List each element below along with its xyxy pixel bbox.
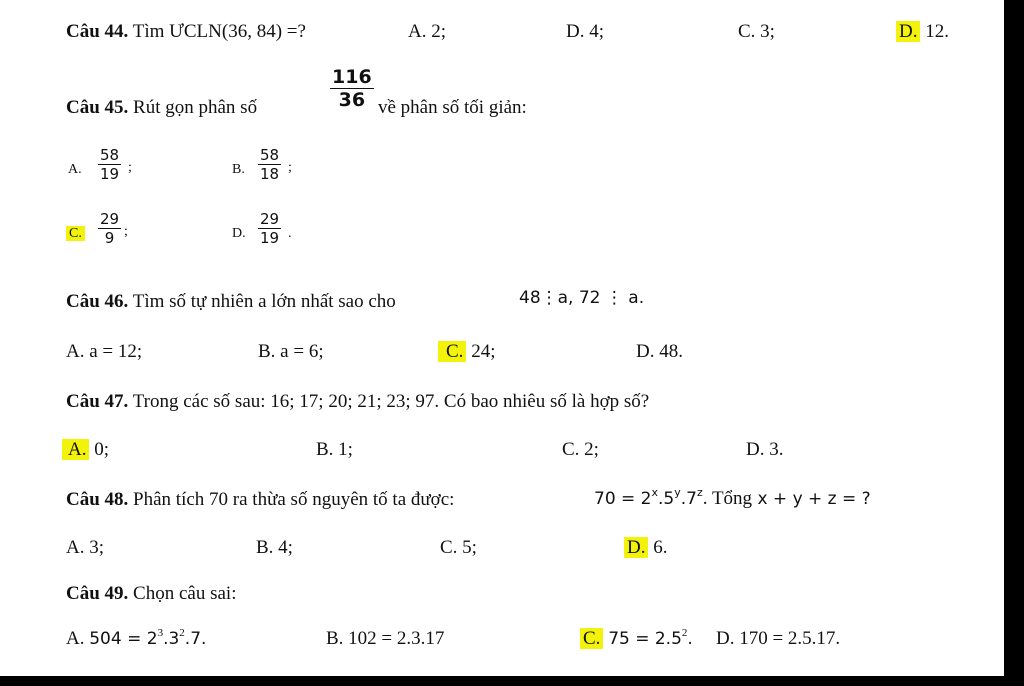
q48-option-b[interactable]: B. 4; bbox=[256, 537, 293, 558]
q49-option-b[interactable]: B. 102 = 2.3.17 bbox=[326, 628, 445, 649]
q44-option-c[interactable]: C. 3; bbox=[738, 21, 775, 42]
question-text-tail: về phân số tối giản: bbox=[378, 97, 527, 118]
question-49 bbox=[66, 582, 236, 606]
answer-highlight: D. bbox=[624, 537, 648, 558]
separator: ; bbox=[128, 160, 132, 175]
frame-border-right bbox=[1004, 0, 1024, 686]
q45-option-c-fraction[interactable]: $\frac{29}{9}$ bbox=[100, 210, 120, 247]
question-label: Câu 45. bbox=[66, 97, 129, 118]
question-text: Chọn câu sai: bbox=[133, 583, 237, 604]
q44-option-b[interactable]: D. 4; bbox=[566, 21, 604, 42]
question-45 bbox=[66, 96, 257, 120]
q44-option-d[interactable]: D. 12. bbox=[896, 20, 949, 44]
q45-option-b-fraction[interactable]: $\frac{58}{18}$ bbox=[260, 146, 280, 183]
question-label: Câu 47. bbox=[66, 391, 129, 412]
q46-option-d[interactable]: D. 48. bbox=[636, 341, 683, 362]
q45-option-a-fraction[interactable]: $\frac{58}{19}$ bbox=[100, 146, 120, 183]
q46-option-b[interactable]: B. a = 6; bbox=[258, 341, 324, 362]
question-text: Tìm số tự nhiên a lớn nhất sao cho bbox=[132, 291, 396, 312]
q49-option-a[interactable]: A. $504 = 2^3.3^2.7$. bbox=[66, 627, 207, 649]
question-label: Câu 48. bbox=[66, 489, 129, 510]
answer-highlight: D. bbox=[896, 21, 920, 42]
question-label: Câu 46. bbox=[66, 291, 129, 312]
separator: ; bbox=[124, 224, 128, 239]
question-48 bbox=[66, 488, 454, 512]
q45-option-c-letter[interactable] bbox=[66, 222, 85, 246]
question-47 bbox=[66, 390, 649, 414]
q48-option-d[interactable]: D. 6. bbox=[624, 536, 667, 560]
answer-highlight: A. bbox=[62, 439, 89, 460]
q45-option-d-letter[interactable]: D. bbox=[232, 226, 246, 241]
q48-equation: $70 = 2^x.5^y.7^z$. Tổng x + y + z = ? bbox=[594, 486, 871, 509]
question-text: Rút gọn phân số bbox=[133, 97, 258, 118]
q46-option-a[interactable]: A. a = 12; bbox=[66, 341, 143, 362]
question-text: Phân tích 70 ra thừa số nguyên tố ta được: bbox=[133, 489, 455, 510]
q48-option-c[interactable]: C. 5; bbox=[440, 537, 477, 558]
q45-option-a-letter[interactable]: A. bbox=[68, 162, 82, 177]
question-44 bbox=[66, 20, 306, 44]
answer-highlight: C. bbox=[580, 628, 603, 649]
separator: ; bbox=[288, 160, 292, 175]
q45-option-d-fraction[interactable]: $\frac{29}{19}$ bbox=[260, 210, 280, 247]
q47-option-a[interactable]: A. 0; bbox=[62, 438, 109, 462]
q49-option-c[interactable]: C. $75 = 2.5^2$. bbox=[580, 627, 693, 651]
question-46 bbox=[66, 290, 396, 314]
question-text: Trong các số sau: 16; 17; 20; 21; 23; 97. Có bao nhiêu số là hợp số? bbox=[132, 391, 650, 412]
q46-option-c[interactable]: C. 24; bbox=[438, 340, 495, 364]
separator: . bbox=[288, 226, 292, 241]
answer-highlight: C. bbox=[66, 226, 85, 241]
question-text: Tìm ƯCLN(36, 84) =? bbox=[132, 21, 306, 42]
q47-option-d[interactable]: D. 3. bbox=[746, 439, 784, 460]
q44-option-a[interactable]: A. 2; bbox=[408, 21, 446, 42]
q46-formula: 48⋮a, 72 ⋮ a. bbox=[519, 288, 645, 308]
question-label: Câu 49. bbox=[66, 583, 129, 604]
q49-option-d[interactable]: D. 170 = 2.5.17. bbox=[716, 628, 841, 649]
q48-option-a[interactable]: A. 3; bbox=[66, 537, 104, 558]
q45-option-b-letter[interactable]: B. bbox=[232, 162, 245, 177]
frame-border-bottom bbox=[0, 676, 1024, 686]
q47-option-b[interactable]: B. 1; bbox=[316, 439, 353, 460]
q45-fraction: $\frac{116}{36}$ bbox=[332, 66, 372, 111]
question-label: Câu 44. bbox=[66, 21, 129, 42]
answer-highlight: C. bbox=[438, 341, 466, 362]
q47-option-c[interactable]: C. 2; bbox=[562, 439, 599, 460]
